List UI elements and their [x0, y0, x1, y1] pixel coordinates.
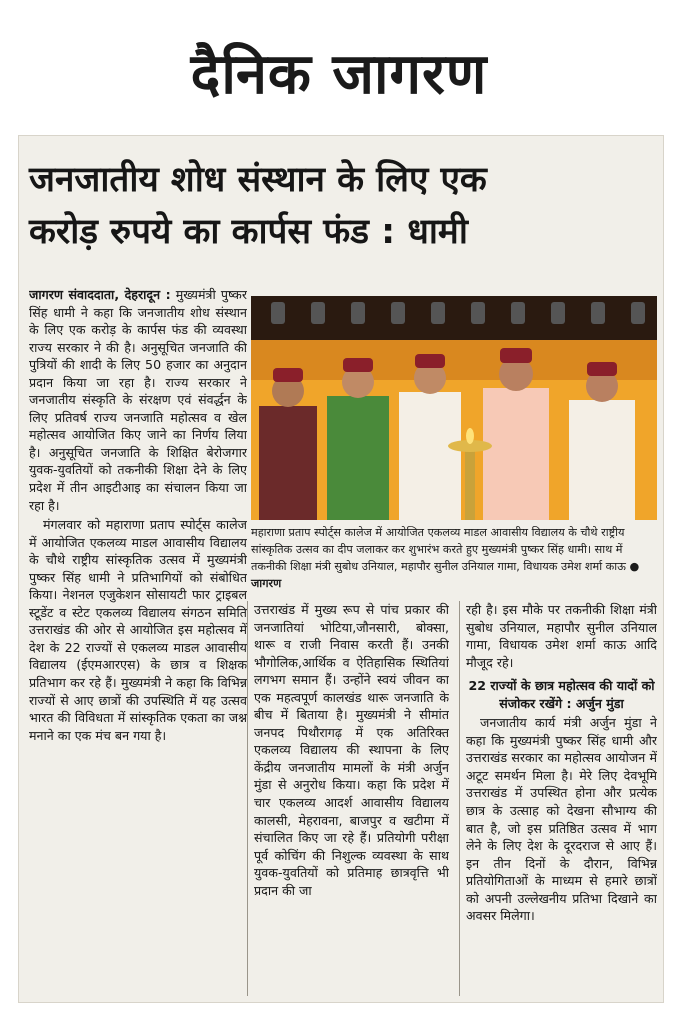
article-column-3: [459, 601, 657, 996]
event-photo-illustration: [251, 296, 657, 520]
paragraph: [29, 286, 247, 514]
paragraph: जनजातीय कार्य मंत्री अर्जुन मुंडा ने कहा कि मुख्यमंत्री पुष्कर सिंह धामी और उत्तराखंड सरकार का महोत्सव आयोजन में अटूट समर्थन मिला है। मेरे लिए देवभूमि उत्तराखंड में उपस्थित होना और प्रत्येक छात्र के उत्साह को देखना सौभाग्य की बात है, जो इस प्रतिष्ठित उत्सव में भाग लेने के लिए देश के दूरदराज से आए हैं। इन तीन दिनों के दौरान, विभिन्न प्रतियोगिताओं के माध्यम से हमारे छात्रों को अपनी उल्लेखनीय प्रतिभा दिखाने का अवसर मिलेगा।: [466, 715, 657, 924]
event-photo: [251, 296, 657, 520]
paragraph: रही है। इस मौके पर तकनीकी शिक्षा मंत्री सुबोध उनियाल, महापौर सुनील उनियाल गामा, विधायक उमेश शर्मा काऊ आदि मौजूद रहे।: [466, 602, 657, 670]
photo-credit: ● जागरण: [251, 560, 640, 590]
article-column-2: [247, 601, 449, 996]
paragraph: मंगलवार को महाराणा प्रताप स्पोर्ट्स कालेज में आयोजित एकलव्य माडल आवासीय विद्यालय के चौथे राष्ट्रीय सांस्कृतिक उत्सव में मुख्यमंत्री पुष्कर सिंह धामी ने प्रतिभागियों को संबोधित किया। नेशनल एजुकेशन सोसायटी फार ट्राइबल स्टूडेंट व स्टेट एकलव्य विद्यालय संगठन समिति उत्तराखंड की ओर से आयोजित इस महोत्सव में देश के 22 राज्यों से एकलव्य माडल आवासीय विद्यालय (ईएमआरएस) के छात्र व शिक्षक प्रतिभाग कर रहे हैं। मुख्यमंत्री ने कहा कि विभिन्न राज्यों से आए छात्रों की उपस्थिति में यह उत्सव भारत की विविधता में सांस्कृतिक एकता का जश्न मनाने का एक मंच बन गया है।: [29, 517, 247, 743]
article-subheading: 22 राज्यों के छात्र महोत्सव की यादों को संजोकर रखेंगे : अर्जुन मुंडा: [468, 678, 655, 711]
headline-line-2: करोड़ रुपये का कार्पस फंड : धामी: [29, 212, 468, 252]
paragraph-text: मुख्यमंत्री पुष्कर सिंह धामी ने कहा कि जनजातीय शोध संस्थान के लिए एक करोड़ के कार्पस फंड की व्यवस्था राज्य सरकार ने की है। अनुसूचित जनजाति की पुत्रियों की शादी के लिए 50 हजार का अनुदान प्रदान किया जा रहा है। राज्य सरकार ने जनजातीय संस्कृति के संरक्षण एवं संवर्द्धन के लिए प्रतिवर्ष राज्य जनजाति महोत्सव व खेल महोत्सव आयोजित किए जाने का निर्णय लिया है। अनुसूचित जनजाति के शिक्षित बेरोजगार युवक-युवतियों को तकनीकी शिक्षा देने के लिए प्रदेश में तीन आइटीआइ का संचालन किया जा रहा है।: [29, 287, 247, 513]
newspaper-masthead: दैनिक जागरण: [190, 42, 488, 107]
caption-text: महाराणा प्रताप स्पोर्ट्स कालेज में आयोजित एकलव्य माडल आवासीय विद्यालय के चौथे राष्ट्रीय सांस्कृतिक उत्सव का दीप जलाकर कर शुभारंभ करते हुए मुख्यमंत्री पुष्कर सिंह धामी। साथ में तकनीकी शिक्षा मंत्री सुबोध उनियाल, महापौर सुनील उनियाल गामा, विधायक उमेश शर्मा काऊ: [251, 526, 626, 573]
dateline: जागरण संवाददाता, देहरादून :: [29, 287, 171, 302]
news-clipping: [18, 135, 664, 1003]
article-column-1: [29, 286, 247, 994]
paragraph: उत्तराखंड में मुख्य रूप से पांच प्रकार की जनजातियां भोटिया,जौनसारी, बोक्सा, थारू व राजी निवास करती हैं। उनकी भौगोलिक,आर्थिक व ऐतिहासिक स्थितियां लगभग समान हैं। उन्होंने स्वयं जीवन का एक महत्वपूर्ण कालखंड थारू जनजाति के बीच में बिताया है। मुख्यमंत्री ने सीमांत जनपद पिथौरागढ़ में एक अतिरिक्त एकलव्य विद्यालय की स्थापना के लिए केंद्रीय जनजातीय मामलों के मंत्री अर्जुन मुंडा से अनुरोध किया। कहा कि प्रदेश में चार एकलव्य आदर्श आवासीय विद्यालय कालसी, मेहरावना, बाजपुर व खटीमा में संचालित किए जा रहे हैं। प्रतियोगी परीक्षा पूर्व कोचिंग की निशुल्क व्यवस्था के साथ युवक-युवतियों को प्रतिमाह छात्रवृत्ति भी प्रदान की जा: [254, 602, 449, 898]
headline-line-1: जनजातीय शोध संस्थान के लिए एक: [29, 160, 487, 200]
photo-caption: [251, 524, 657, 592]
article-headline: [29, 154, 655, 258]
